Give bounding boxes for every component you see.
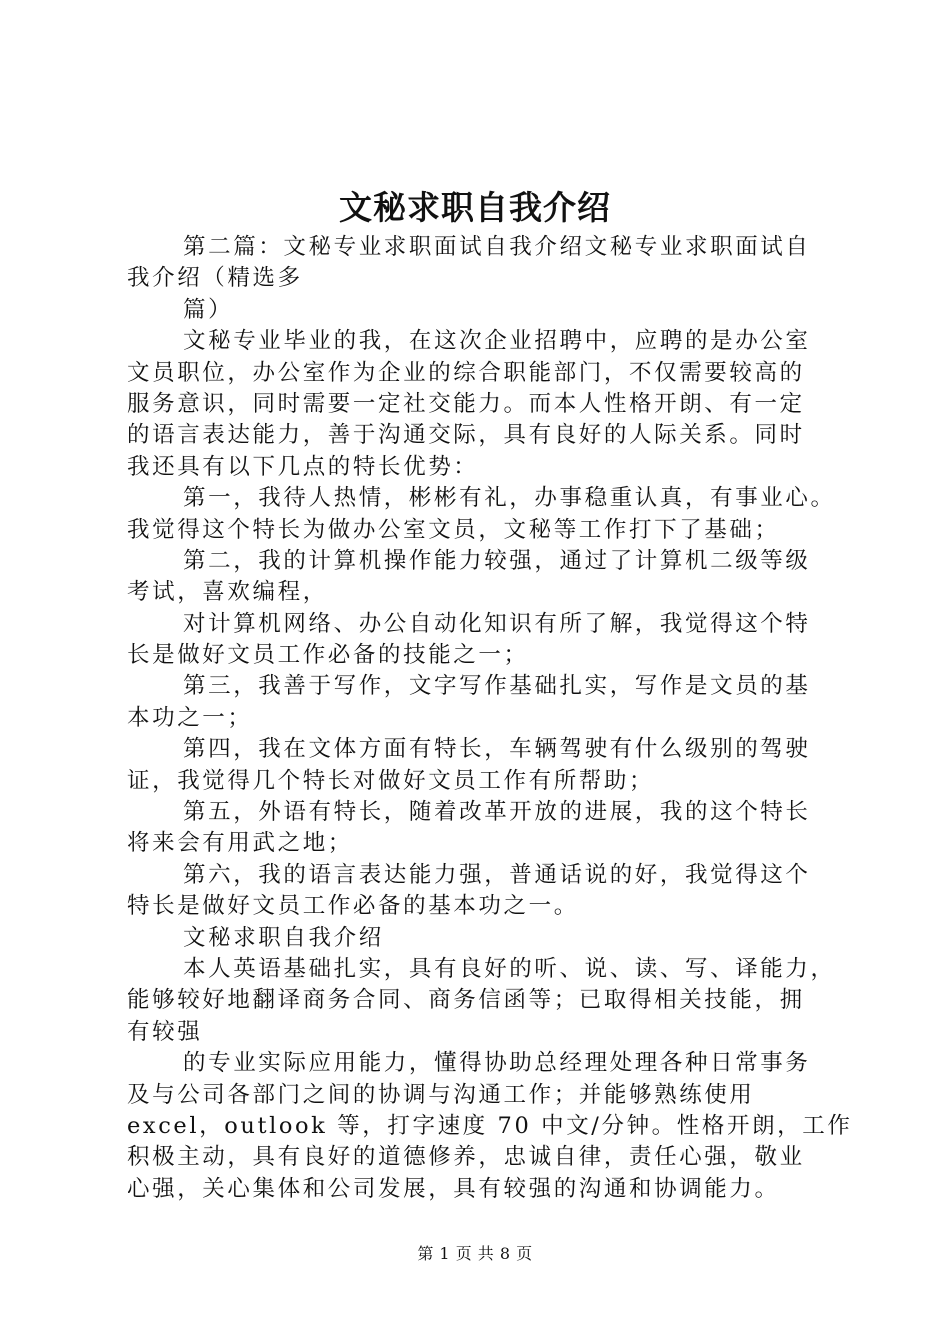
body-line: excel，outlook 等，打字速度 70 中文/分钟。性格开朗，工作 xyxy=(127,1112,853,1139)
body-line: 第六，我的语言表达能力强，普通话说的好，我觉得这个 xyxy=(183,861,811,888)
body-line: 文员职位，办公室作为企业的综合职能部门，不仅需要较高的 xyxy=(127,359,805,386)
body-line: 能够较好地翻译商务合同、商务信函等；已取得相关技能，拥 xyxy=(127,987,805,1014)
body-line: 积极主动，具有良好的道德修养，忠诚自律，责任心强，敬业 xyxy=(127,1144,805,1171)
page-footer: 第 1 页 共 8 页 xyxy=(417,1244,533,1263)
body-line: 第五，外语有特长，随着改革开放的进展，我的这个特长 xyxy=(183,799,811,826)
body-line: 证，我觉得几个特长对做好文员工作有所帮助； xyxy=(127,767,655,794)
body-line: 我介绍（精选多 xyxy=(127,265,303,292)
document-body xyxy=(127,232,853,1205)
body-line: 长是做好文员工作必备的技能之一； xyxy=(127,642,529,669)
body-line: 的专业实际应用能力，懂得协助总经理处理各种日常事务 xyxy=(183,1050,811,1077)
document-title: 文秘求职自我介绍 xyxy=(339,188,611,227)
body-line: 服务意识，同时需要一定社交能力。而本人性格开朗、有一定 xyxy=(127,390,805,417)
body-line: 第一，我待人热情，彬彬有礼，办事稳重认真，有事业心。 xyxy=(183,485,836,512)
body-line: 本人英语基础扎实，具有良好的听、说、读、写、译能力， xyxy=(183,955,836,982)
body-line: 我还具有以下几点的特长优势： xyxy=(127,453,479,480)
body-line: 对计算机网络、办公自动化知识有所了解，我觉得这个特 xyxy=(183,610,811,637)
body-line: 文秘专业毕业的我，在这次企业招聘中，应聘的是办公室 xyxy=(183,328,811,355)
body-line: 本功之一； xyxy=(127,704,253,731)
body-line: 篇） xyxy=(183,296,234,323)
body-line: 第二，我的计算机操作能力较强，通过了计算机二级等级 xyxy=(183,547,811,574)
body-line: 文秘求职自我介绍 xyxy=(183,924,384,951)
body-line: 特长是做好文员工作必备的基本功之一。 xyxy=(127,893,579,920)
body-line: 有较强 xyxy=(127,1018,203,1045)
body-line: 心强，关心集体和公司发展，具有较强的沟通和协调能力。 xyxy=(127,1175,780,1202)
body-line: 第四，我在文体方面有特长，车辆驾驶有什么级别的驾驶 xyxy=(183,736,811,763)
body-line: 第三，我善于写作，文字写作基础扎实，写作是文员的基 xyxy=(183,673,811,700)
body-line: 我觉得这个特长为做办公室文员，文秘等工作打下了基础； xyxy=(127,516,780,543)
body-line: 将来会有用武之地； xyxy=(127,830,353,857)
body-line: 第二篇：文秘专业求职面试自我介绍文秘专业求职面试自 xyxy=(183,234,811,260)
body-line: 的语言表达能力，善于沟通交际，具有良好的人际关系。同时 xyxy=(127,422,805,449)
body-line: 及与公司各部门之间的协调与沟通工作；并能够熟练使用 xyxy=(127,1081,755,1108)
body-line: 考试，喜欢编程， xyxy=(127,579,328,606)
